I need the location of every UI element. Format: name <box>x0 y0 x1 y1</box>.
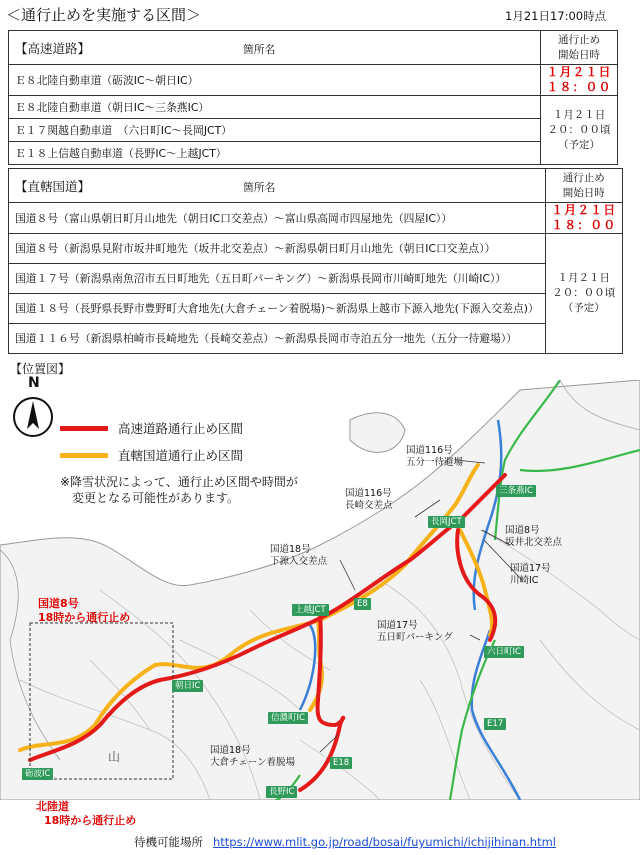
tag-muika: 六日町IC <box>484 646 524 658</box>
national-header <box>9 169 546 203</box>
footer-label: 待機可能場所 <box>134 835 203 849</box>
label-r116-nagasaki: 国道116号 長崎交差点 <box>345 488 393 511</box>
national-table <box>8 168 623 354</box>
map-title: 【位置図】 <box>10 362 71 376</box>
expressway-time-red: １月２１日 １８：００ <box>541 65 618 96</box>
tag-nagano: 長野IC <box>266 786 297 798</box>
national-time-planned: １月２１日 ２０：００頃 （予定） <box>545 234 622 354</box>
tag-e18: E18 <box>330 757 352 769</box>
national-row: 国道８号（富山県朝日町月山地先（朝日IC口交差点）～富山県高岡市四屋地先（四屋IC）） <box>9 203 546 234</box>
tag-asahi: 朝日IC <box>172 680 203 692</box>
location-map <box>0 375 640 800</box>
footer <box>134 834 556 850</box>
label-yama: 山 <box>108 750 121 764</box>
tag-e8: E8 <box>354 598 371 610</box>
page-title: ＜通行止めを実施する区間＞ <box>6 6 202 24</box>
note-hokuriku-closure: 北陸道 18時から通行止め <box>36 800 137 827</box>
timestamp: 1月21日17:00時点 <box>505 9 607 23</box>
expressway-row: Ｅ８北陸自動車道（朝日IC～三条燕IC） <box>9 96 541 119</box>
national-category: 【直轄国道】 <box>15 178 91 194</box>
tag-nagaoka-jct: 長岡JCT <box>428 516 465 528</box>
tag-sanjo: 三条燕IC <box>496 485 536 497</box>
label-r17-kawasaki: 国道17号 川崎IC <box>510 563 551 586</box>
national-col-section: 箇所名 <box>243 180 276 194</box>
expressway-time-planned: １月２１日 ２０：００頃 （予定） <box>541 96 618 165</box>
expressway-row: Ｅ１７関越自動車道 （六日町IC～長岡JCT） <box>9 119 541 142</box>
expressway-col-time: 通行止め 開始日時 <box>541 31 618 65</box>
national-col-time: 通行止め 開始日時 <box>545 169 622 203</box>
north-label: N <box>28 375 40 391</box>
tag-shinano: 信濃町IC <box>268 712 308 724</box>
legend-national: 直轄国道通行止め区間 <box>118 448 244 463</box>
national-row: 国道１８号（長野県長野市豊野町大倉地先(大倉チェーン着脱場)～新潟県上越市下源入地先(下源入交差点)） <box>9 294 546 324</box>
expressway-table <box>8 30 618 165</box>
tag-joetsu-jct: 上越JCT <box>292 604 329 616</box>
expressway-category: 【高速道路】 <box>15 40 91 56</box>
expressway-col-section: 箇所名 <box>243 42 276 56</box>
label-r116-gobuichi: 国道116号 五分一待避場 <box>406 445 464 468</box>
national-row: 国道１７号（新潟県南魚沼市五日町地先（五日町パーキング）～新潟県長岡市川崎町地先（川崎IC）） <box>9 264 546 294</box>
expressway-row: Ｅ１８上信越自動車道（長野IC～上越JCT） <box>9 142 541 165</box>
map-note: ※降雪状況によって、通行止め区間や時間が 変更となる可能性があります。 <box>60 475 298 505</box>
note-r8-closure: 国道8号 18時から通行止め <box>38 597 131 624</box>
expressway-row: Ｅ８北陸自動車道（砺波IC～朝日IC） <box>9 65 541 96</box>
label-r18-shimogen: 国道18号 下源入交差点 <box>270 544 328 567</box>
legend-swatch-national <box>60 453 108 458</box>
standby-link[interactable]: https://www.mlit.go.jp/road/bosai/fuyumichi/ichijihinan.html <box>213 835 556 849</box>
legend-swatch-expressway <box>60 426 108 431</box>
national-time-red: １月２１日 １８：００ <box>545 203 622 234</box>
expressway-header <box>9 31 541 65</box>
label-r8-sakai: 国道8号 坂井北交差点 <box>505 525 563 548</box>
tag-tonami: 砺波IC <box>22 768 53 780</box>
national-row: 国道８号（新潟県見附市坂井町地先（坂井北交差点）～新潟県朝日町月山地先（朝日IC口交差点）） <box>9 234 546 264</box>
national-row: 国道１１６号（新潟県柏崎市長崎地先（長崎交差点）～新潟県長岡市寺泊五分一地先（五分一待避場）） <box>9 324 546 354</box>
label-r18-okura: 国道18号 大倉チェーン着脱場 <box>210 745 296 768</box>
tag-e17: E17 <box>484 718 506 730</box>
legend-expressway: 高速道路通行止め区間 <box>118 421 244 436</box>
label-r17-itsukamachi: 国道17号 五日町パーキング <box>377 620 453 643</box>
